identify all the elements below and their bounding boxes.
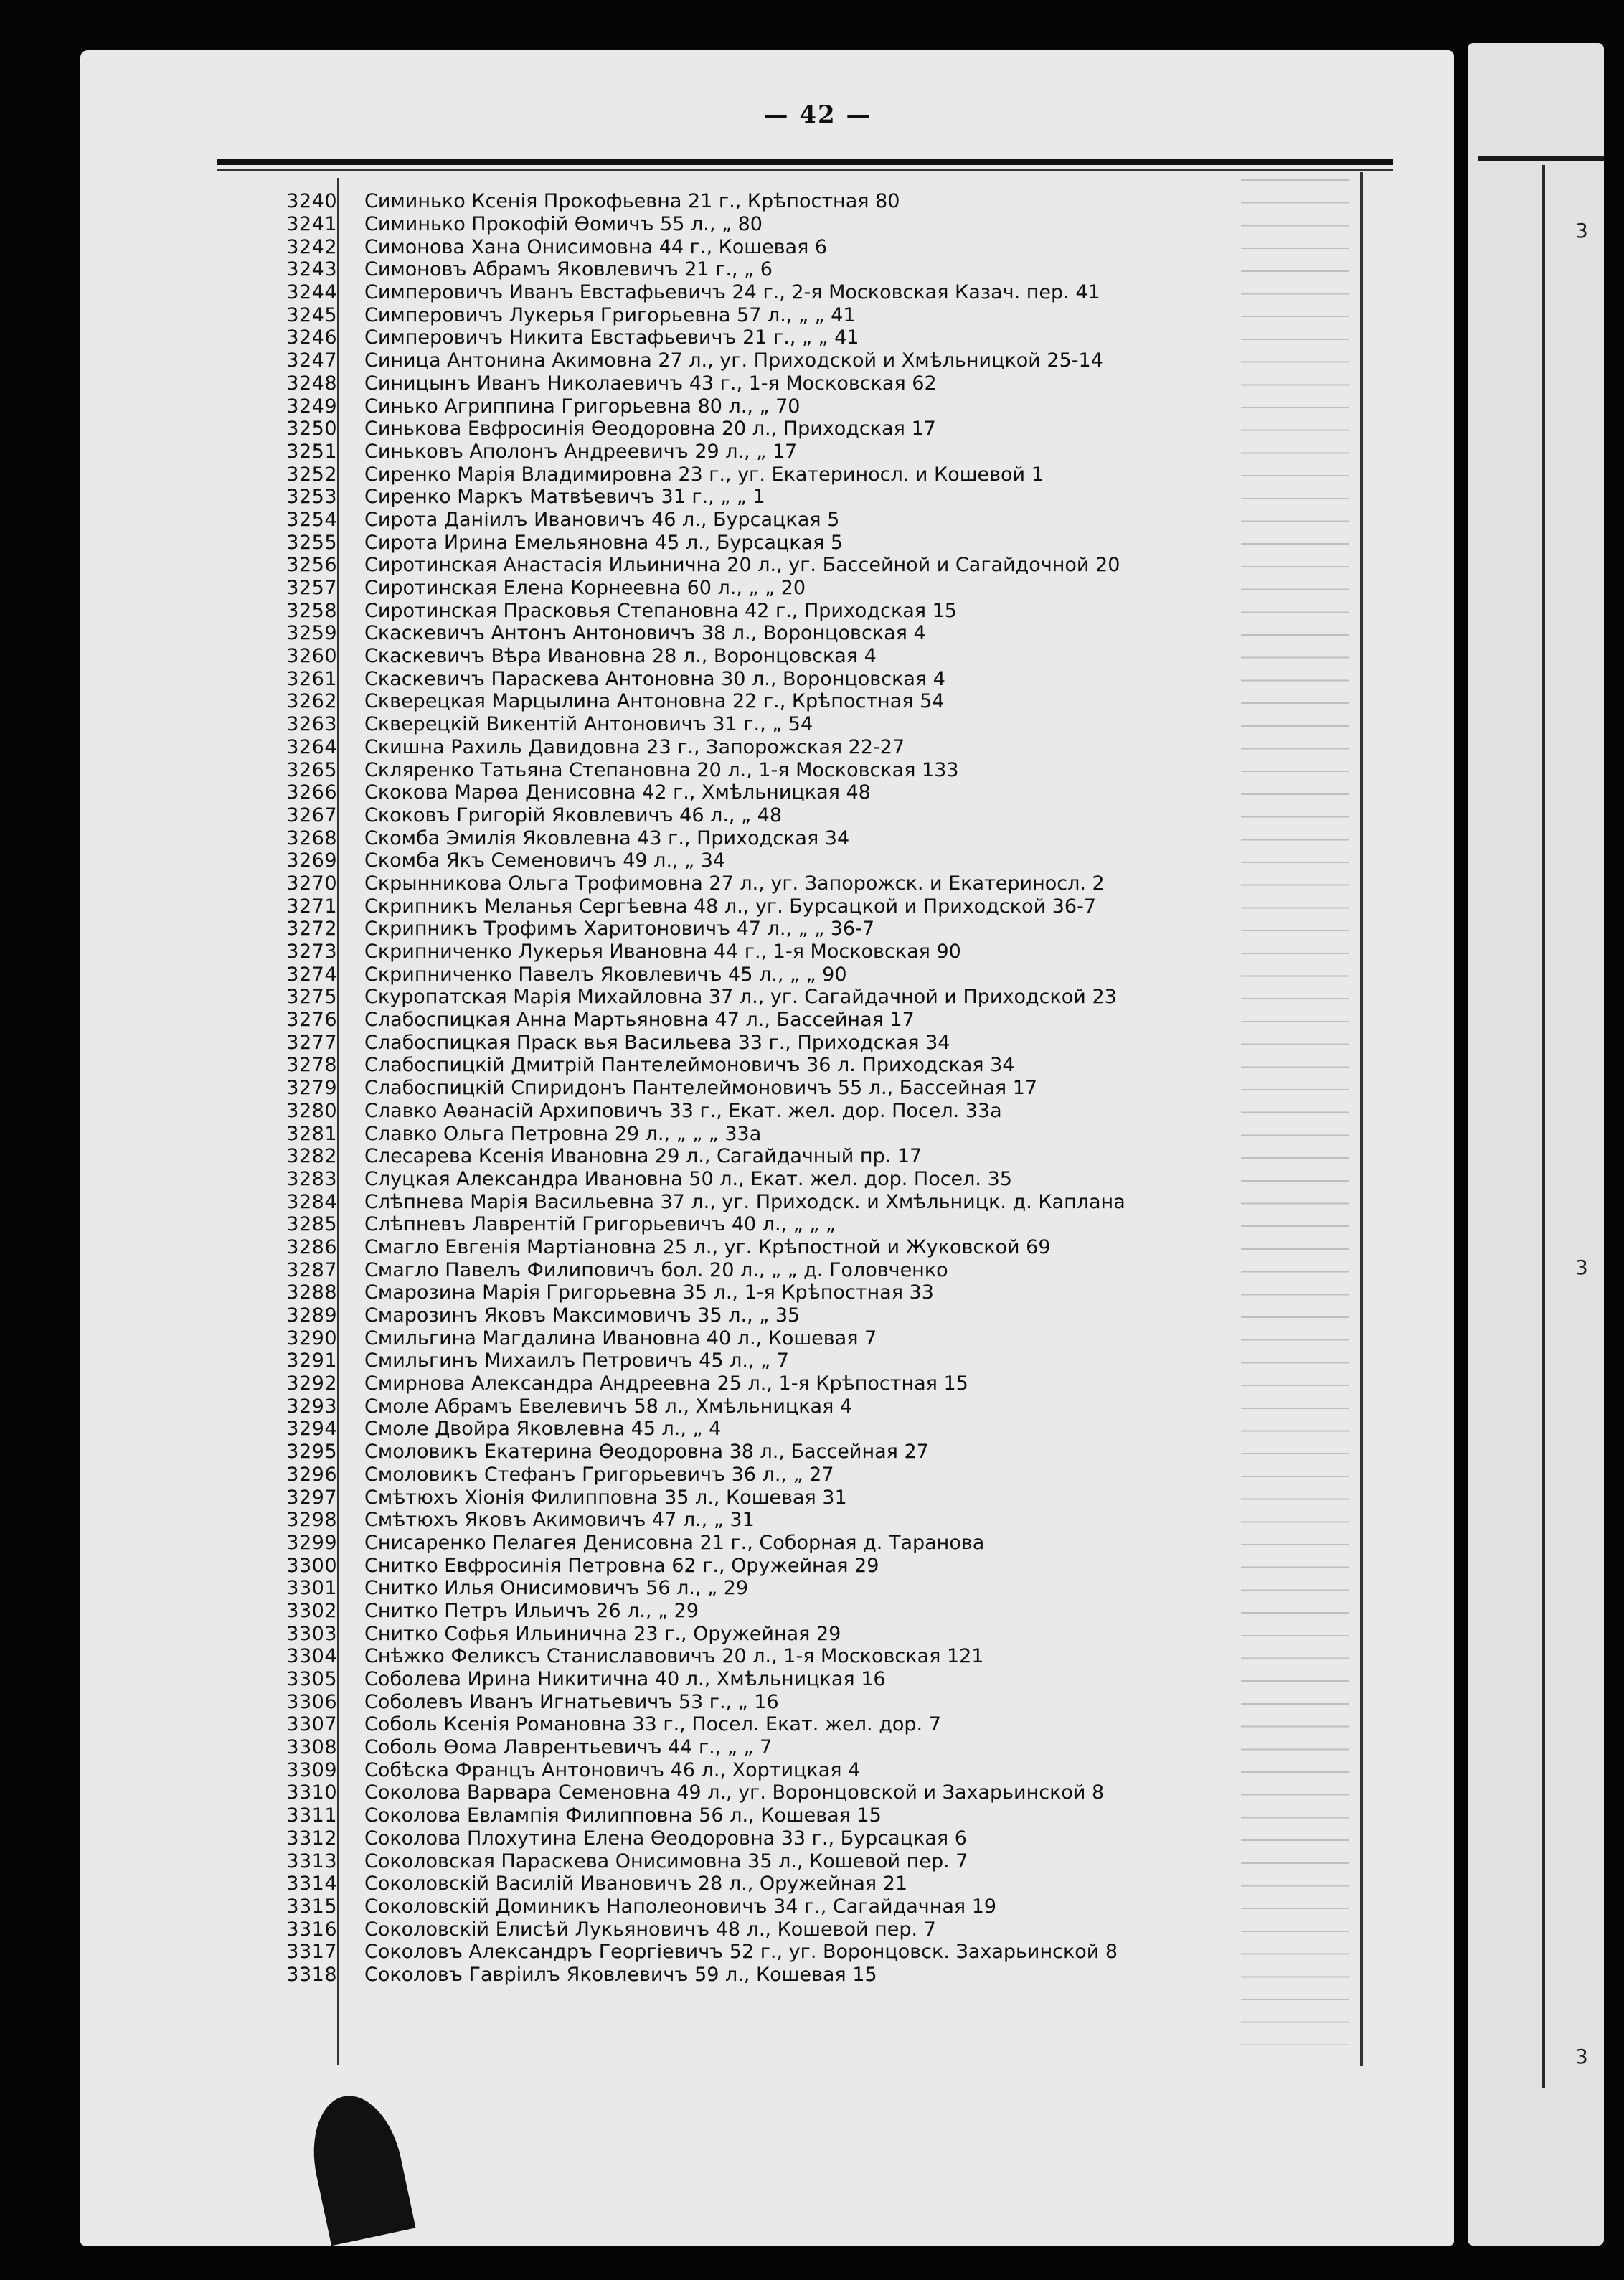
entry-number: 3297 bbox=[286, 1486, 337, 1509]
entry-number: 3267 bbox=[286, 804, 337, 826]
entry-text: Сирота Даніилъ Ивановичъ 46 л., Бурсацкая 5 bbox=[364, 508, 840, 531]
entry-number: 3275 bbox=[286, 986, 337, 1009]
entry-text: Соколовъ Александръ Георгіевичъ 52 г., уг. Воронцовск. Захарьинской 8 bbox=[364, 1941, 1118, 1964]
entry-number: 3298 bbox=[286, 1509, 337, 1532]
list-item bbox=[237, 804, 1341, 827]
entry-number: 3266 bbox=[286, 781, 337, 804]
entry-number: 3279 bbox=[286, 1077, 337, 1100]
entry-text: Симонова Хана Онисимовна 44 г., Кошевая 6 bbox=[364, 235, 828, 258]
list-item bbox=[237, 1804, 1341, 1827]
entry-number: 3294 bbox=[286, 1418, 337, 1441]
entry-number: 3274 bbox=[286, 963, 337, 986]
entry-text: Соколова Евлампія Филипповна 56 л., Кошевая 15 bbox=[364, 1804, 882, 1827]
entry-text: Симинько Прокофій Өомичъ 55 л., „ 80 bbox=[364, 213, 763, 236]
list-item bbox=[237, 235, 1341, 258]
entry-text: Слѣпнева Марія Васильевна 37 л., уг. Приходск. и Хмѣльницк. д. Каплана bbox=[364, 1190, 1125, 1213]
entry-text: Соколовъ Гавріилъ Яковлевичъ 59 л., Кошевая 15 bbox=[364, 1963, 877, 1986]
entry-text: Снитко Софья Ильинична 23 г., Оружейная 29 bbox=[364, 1622, 841, 1645]
entry-text: Слѣпневъ Лаврентій Григорьевичъ 40 л., „ „ „ bbox=[364, 1213, 836, 1236]
entry-number: 3241 bbox=[286, 213, 337, 236]
list-item bbox=[237, 1077, 1341, 1100]
list-item bbox=[237, 1872, 1341, 1895]
entry-text: Симинько Ксенія Прокофьевна 21 г., Крѣпостная 80 bbox=[364, 190, 900, 213]
entry-text: Сиротинская Анастасія Ильинична 20 л., уг. Бассейной и Сагайдочной 20 bbox=[364, 554, 1120, 577]
list-item bbox=[237, 1690, 1341, 1713]
entry-text: Скаскевичъ Антонъ Антоновичъ 38 л., Воронцовская 4 bbox=[364, 622, 926, 645]
list-item bbox=[237, 1509, 1341, 1532]
entry-number: 3311 bbox=[286, 1804, 337, 1827]
entry-number: 3272 bbox=[286, 918, 337, 941]
entry-text: Смарозина Марія Григорьевна 35 л., 1-я Крѣпостная 33 bbox=[364, 1281, 934, 1304]
list-item bbox=[237, 713, 1341, 736]
list-item bbox=[237, 418, 1341, 441]
entry-number: 3243 bbox=[286, 258, 337, 281]
entry-text: Соколовскій Василій Ивановичъ 28 л., Оружейная 21 bbox=[364, 1872, 908, 1895]
entry-number: 3244 bbox=[286, 281, 337, 304]
list-item bbox=[237, 1850, 1341, 1872]
entry-number: 3304 bbox=[286, 1645, 337, 1668]
entry-text: Скишна Рахиль Давидовна 23 г., Запорожская 22-27 bbox=[364, 735, 905, 758]
entry-text: Снитко Илья Онисимовичъ 56 л., „ 29 bbox=[364, 1577, 749, 1600]
entry-number: 3306 bbox=[286, 1690, 337, 1713]
entry-text: Соколовская Параскева Онисимовна 35 л., Кошевой пер. 7 bbox=[364, 1850, 968, 1872]
entry-number: 3317 bbox=[286, 1941, 337, 1964]
entry-text: Сиренко Марія Владимировна 23 г., уг. Екатериносл. и Кошевой 1 bbox=[364, 463, 1044, 486]
entry-number: 3261 bbox=[286, 667, 337, 690]
page-number: — 42 — bbox=[763, 100, 872, 129]
list-item bbox=[237, 441, 1341, 463]
entry-number: 3240 bbox=[286, 190, 337, 213]
list-item bbox=[237, 1168, 1341, 1191]
entry-number: 3252 bbox=[286, 463, 337, 486]
list-item bbox=[237, 758, 1341, 781]
entry-text: Соболева Ирина Никитична 40 л., Хмѣльницкая 16 bbox=[364, 1668, 886, 1691]
right-border-line bbox=[1360, 172, 1363, 2066]
entry-text: Слабоспицкая Праск вья Васильева 33 г., Приходская 34 bbox=[364, 1031, 950, 1054]
list-item bbox=[237, 1031, 1341, 1054]
entry-number: 3285 bbox=[286, 1213, 337, 1236]
entry-text: Скомба Эмилія Яковлевна 43 г., Приходская 34 bbox=[364, 826, 850, 849]
list-item bbox=[237, 1827, 1341, 1850]
entry-number: 3315 bbox=[286, 1895, 337, 1918]
entry-text: Смильгинъ Михаилъ Петровичъ 45 л., „ 7 bbox=[364, 1349, 789, 1372]
entry-number: 3283 bbox=[286, 1167, 337, 1190]
entry-text: Скверецкій Викентій Антоновичъ 31 г., „ 54 bbox=[364, 713, 813, 736]
entry-text: Соколова Плохутина Елена Өеодоровна 33 г., Бурсацкая 6 bbox=[364, 1827, 967, 1850]
entry-text: Соколовскій Доминикъ Наполеоновичъ 34 г., Сагайдачная 19 bbox=[364, 1895, 997, 1918]
right-page-column-line bbox=[1542, 165, 1545, 2088]
entry-number: 3288 bbox=[286, 1281, 337, 1304]
list-item bbox=[237, 986, 1341, 1009]
list-item bbox=[237, 1600, 1341, 1623]
list-item bbox=[237, 849, 1341, 872]
entry-text: Собѣска Францъ Антоновичъ 46 л., Хортицкая 4 bbox=[364, 1758, 861, 1781]
entry-text: Соболь Өома Лаврентьевичъ 44 г., „ „ 7 bbox=[364, 1736, 773, 1759]
list-item bbox=[237, 667, 1341, 690]
entry-text: Славко Аөанасій Архиповичъ 33 г., Екат. жел. дор. Посел. 33а bbox=[364, 1099, 1002, 1122]
list-item bbox=[237, 1532, 1341, 1555]
right-page-number: 3 bbox=[1575, 1256, 1588, 1279]
list-item bbox=[237, 303, 1341, 326]
entry-text: Синькова Евфросинія Өеодоровна 20 л., Приходская 17 bbox=[364, 418, 936, 441]
list-item bbox=[237, 645, 1341, 668]
entry-text: Симперовичъ Лукерья Григорьевна 57 л., „ „ 41 bbox=[364, 303, 856, 326]
list-item bbox=[237, 1258, 1341, 1281]
list-item bbox=[237, 1418, 1341, 1441]
entry-text: Скляренко Татьяна Степановна 20 л., 1-я Московская 133 bbox=[364, 758, 959, 781]
entry-text: Смагло Евгенія Мартіановна 25 л., уг. Крѣпостной и Жуковской 69 bbox=[364, 1235, 1051, 1258]
entry-number: 3289 bbox=[286, 1304, 337, 1327]
entry-number: 3259 bbox=[286, 622, 337, 645]
list-item bbox=[237, 1236, 1341, 1259]
entry-number: 3309 bbox=[286, 1758, 337, 1781]
entry-number: 3293 bbox=[286, 1395, 337, 1418]
entry-text: Соболь Ксенія Романовна 33 г., Посел. Екат. жел. дор. 7 bbox=[364, 1713, 941, 1736]
entry-number: 3280 bbox=[286, 1099, 337, 1122]
list-item bbox=[237, 1441, 1341, 1464]
list-item bbox=[237, 463, 1341, 486]
entry-number: 3242 bbox=[286, 235, 337, 258]
entry-number: 3255 bbox=[286, 531, 337, 554]
list-item bbox=[237, 736, 1341, 759]
header-rule-thin bbox=[217, 169, 1393, 171]
entry-text: Снисаренко Пелагея Денисовна 21 г., Соборная д. Таранова bbox=[364, 1531, 985, 1554]
entry-number: 3303 bbox=[286, 1622, 337, 1645]
list-item bbox=[237, 918, 1341, 941]
list-item bbox=[237, 1213, 1341, 1236]
entry-number: 3271 bbox=[286, 895, 337, 918]
entry-number: 3264 bbox=[286, 735, 337, 758]
entry-number: 3256 bbox=[286, 554, 337, 577]
entries-list bbox=[237, 190, 1341, 1986]
entry-number: 3292 bbox=[286, 1372, 337, 1395]
entry-number: 3299 bbox=[286, 1531, 337, 1554]
entry-text: Скрипниченко Павелъ Яковлевичъ 45 л., „ „ 90 bbox=[364, 963, 847, 986]
list-item bbox=[237, 1895, 1341, 1918]
list-item bbox=[237, 1281, 1341, 1304]
list-item bbox=[237, 1009, 1341, 1032]
entry-text: Смагло Павелъ Филиповичъ бол. 20 л., „ „ д. Головченко bbox=[364, 1258, 948, 1281]
entry-text: Соколовскій Елисѣй Лукьяновичъ 48 л., Кошевой пер. 7 bbox=[364, 1918, 936, 1941]
list-item bbox=[237, 577, 1341, 600]
list-item bbox=[237, 509, 1341, 532]
list-item bbox=[237, 895, 1341, 918]
entry-number: 3295 bbox=[286, 1441, 337, 1464]
entry-text: Скокова Марөа Денисовна 42 г., Хмѣльницкая 48 bbox=[364, 781, 871, 804]
list-item bbox=[237, 1304, 1341, 1327]
entry-text: Сиренко Маркъ Матвѣевичъ 31 г., „ „ 1 bbox=[364, 486, 765, 509]
list-item bbox=[237, 1941, 1341, 1964]
entry-number: 3296 bbox=[286, 1463, 337, 1486]
list-item bbox=[237, 1122, 1341, 1145]
entry-number: 3247 bbox=[286, 349, 337, 372]
list-item bbox=[237, 1327, 1341, 1349]
entry-text: Слесарева Ксенія Ивановна 29 л., Сагайдачный пр. 17 bbox=[364, 1145, 922, 1168]
list-item bbox=[237, 1713, 1341, 1736]
entry-text: Сиротинская Елена Корнеевна 60 л., „ „ 20 bbox=[364, 577, 806, 600]
entry-text: Слабоспицкій Дмитрій Пантелеймоновичъ 36 л. Приходская 34 bbox=[364, 1054, 1015, 1077]
list-item bbox=[237, 1100, 1341, 1123]
entry-number: 3310 bbox=[286, 1781, 337, 1804]
entry-text: Смильгина Магдалина Ивановна 40 л., Кошевая 7 bbox=[364, 1327, 877, 1349]
entry-text: Симоновъ Абрамъ Яковлевичъ 21 г., „ 6 bbox=[364, 258, 773, 281]
entry-text: Слабоспицкій Спиридонъ Пантелеймоновичъ 55 л., Бассейная 17 bbox=[364, 1077, 1038, 1100]
entry-text: Синько Агриппина Григорьевна 80 л., „ 70 bbox=[364, 395, 801, 418]
entry-number: 3265 bbox=[286, 758, 337, 781]
list-item bbox=[237, 622, 1341, 645]
entry-text: Симперовичъ Иванъ Евстафьевичъ 24 г., 2-я Московская Казач. пер. 41 bbox=[364, 281, 1100, 304]
list-item bbox=[237, 326, 1341, 349]
entry-number: 3307 bbox=[286, 1713, 337, 1736]
list-item bbox=[237, 1736, 1341, 1759]
entry-text: Скверецкая Марцылина Антоновна 22 г., Крѣпостная 54 bbox=[364, 690, 945, 713]
list-item bbox=[237, 1372, 1341, 1395]
list-item bbox=[237, 395, 1341, 418]
list-item bbox=[237, 690, 1341, 713]
entry-number: 3302 bbox=[286, 1599, 337, 1622]
entry-number: 3308 bbox=[286, 1736, 337, 1759]
entry-number: 3273 bbox=[286, 941, 337, 964]
entry-number: 3253 bbox=[286, 486, 337, 509]
entry-number: 3251 bbox=[286, 440, 337, 463]
entry-number: 3305 bbox=[286, 1668, 337, 1691]
list-item bbox=[237, 1758, 1341, 1781]
list-item bbox=[237, 1464, 1341, 1487]
list-item bbox=[237, 872, 1341, 895]
entry-number: 3249 bbox=[286, 395, 337, 418]
list-item bbox=[237, 213, 1341, 236]
entry-number: 3301 bbox=[286, 1577, 337, 1600]
entry-text: Соболевъ Иванъ Игнатьевичъ 53 г., „ 16 bbox=[364, 1690, 779, 1713]
entry-number: 3245 bbox=[286, 303, 337, 326]
entry-text: Снѣжко Феликсъ Станиславовичъ 20 л., 1-я Московская 121 bbox=[364, 1645, 984, 1668]
list-item bbox=[237, 599, 1341, 622]
entry-number: 3314 bbox=[286, 1872, 337, 1895]
list-item bbox=[237, 1622, 1341, 1645]
entry-number: 3318 bbox=[286, 1963, 337, 1986]
entry-text: Скрипниченко Лукерья Ивановна 44 г., 1-я Московская 90 bbox=[364, 941, 961, 964]
entry-number: 3312 bbox=[286, 1827, 337, 1850]
entry-number: 3284 bbox=[286, 1190, 337, 1213]
entry-text: Смѣтюхъ Хіонія Филипповна 35 л., Кошевая 31 bbox=[364, 1486, 847, 1509]
entry-text: Сиротинская Прасковья Степановна 42 г., Приходская 15 bbox=[364, 599, 957, 622]
entry-number: 3258 bbox=[286, 599, 337, 622]
list-item bbox=[237, 281, 1341, 304]
list-item bbox=[237, 258, 1341, 281]
list-item bbox=[237, 1781, 1341, 1804]
list-item bbox=[237, 781, 1341, 804]
right-page-edge bbox=[1468, 43, 1604, 2246]
entry-number: 3313 bbox=[286, 1850, 337, 1872]
entry-text: Скрипникъ Меланья Сергѣевна 48 л., уг. Бурсацкой и Приходской 36-7 bbox=[364, 895, 1097, 918]
list-item bbox=[237, 372, 1341, 395]
entry-number: 3262 bbox=[286, 690, 337, 713]
entry-text: Скрипникъ Трофимъ Харитоновичъ 47 л., „ „ 36-7 bbox=[364, 918, 875, 941]
entry-text: Слуцкая Александра Ивановна 50 л., Екат. жел. дор. Посел. 35 bbox=[364, 1167, 1012, 1190]
list-item bbox=[237, 963, 1341, 986]
header-rule bbox=[217, 159, 1393, 165]
entry-number: 3300 bbox=[286, 1554, 337, 1577]
entry-text: Смоле Абрамъ Евелевичъ 58 л., Хмѣльницкая 4 bbox=[364, 1395, 853, 1418]
list-item bbox=[237, 826, 1341, 849]
entry-number: 3281 bbox=[286, 1122, 337, 1145]
list-item bbox=[237, 1918, 1341, 1941]
entry-number: 3260 bbox=[286, 645, 337, 668]
entry-text: Смарозинъ Яковъ Максимовичъ 35 л., „ 35 bbox=[364, 1304, 801, 1327]
right-page-rule bbox=[1478, 156, 1604, 161]
entry-text: Смѣтюхъ Яковъ Акимовичъ 47 л., „ 31 bbox=[364, 1509, 755, 1532]
entry-text: Снитко Евфросинія Петровна 62 г., Оружейная 29 bbox=[364, 1554, 879, 1577]
entry-number: 3269 bbox=[286, 849, 337, 872]
entry-number: 3250 bbox=[286, 418, 337, 441]
entry-number: 3290 bbox=[286, 1327, 337, 1349]
entry-text: Слабоспицкая Анна Мартьяновна 47 л., Бассейная 17 bbox=[364, 1009, 915, 1032]
list-item bbox=[237, 1645, 1341, 1668]
entry-number: 3316 bbox=[286, 1918, 337, 1941]
entry-number: 3246 bbox=[286, 326, 337, 349]
entry-text: Скаскевичъ Параскева Антоновна 30 л., Воронцовская 4 bbox=[364, 667, 945, 690]
list-item bbox=[237, 349, 1341, 372]
right-page-number: 3 bbox=[1575, 2045, 1588, 2068]
entry-text: Скрынникова Ольга Трофимовна 27 л., уг. Запорожск. и Екатериносл. 2 bbox=[364, 872, 1105, 895]
entry-text: Снитко Петръ Ильичъ 26 л., „ 29 bbox=[364, 1599, 699, 1622]
entry-number: 3276 bbox=[286, 1009, 337, 1032]
list-item bbox=[237, 1054, 1341, 1077]
entry-number: 3282 bbox=[286, 1145, 337, 1168]
entry-number: 3286 bbox=[286, 1235, 337, 1258]
entry-text: Смирнова Александра Андреевна 25 л., 1-я Крѣпостная 15 bbox=[364, 1372, 968, 1395]
entry-text: Скомба Якъ Семеновичъ 49 л., „ 34 bbox=[364, 849, 726, 872]
list-item bbox=[237, 1349, 1341, 1372]
entry-text: Симперовичъ Никита Евстафьевичъ 21 г., „ „ 41 bbox=[364, 326, 859, 349]
entry-number: 3287 bbox=[286, 1258, 337, 1281]
list-item bbox=[237, 1577, 1341, 1600]
entry-number: 3291 bbox=[286, 1349, 337, 1372]
entry-text: Смоловикъ Екатерина Өеодоровна 38 л., Бассейная 27 bbox=[364, 1441, 929, 1464]
list-item bbox=[237, 486, 1341, 509]
right-page-number: 3 bbox=[1575, 219, 1588, 242]
entry-text: Смоле Двойра Яковлевна 45 л., „ 4 bbox=[364, 1418, 722, 1441]
entry-text: Синица Антонина Акимовна 27 л., уг. Приходской и Хмѣльницкой 25-14 bbox=[364, 349, 1103, 372]
list-item bbox=[237, 190, 1341, 213]
list-item bbox=[237, 1395, 1341, 1418]
entry-number: 3263 bbox=[286, 713, 337, 736]
entry-number: 3257 bbox=[286, 577, 337, 600]
entry-number: 3270 bbox=[286, 872, 337, 895]
list-item bbox=[237, 554, 1341, 577]
list-item bbox=[237, 941, 1341, 964]
entry-number: 3277 bbox=[286, 1031, 337, 1054]
entry-number: 3268 bbox=[286, 826, 337, 849]
list-item bbox=[237, 1964, 1341, 1987]
entry-text: Сирота Ирина Емельяновна 45 л., Бурсацкая 5 bbox=[364, 531, 844, 554]
entry-text: Скуропатская Марія Михайловна 37 л., уг. Сагайдачной и Приходской 23 bbox=[364, 986, 1117, 1009]
entry-text: Смоловикъ Стефанъ Григорьевичъ 36 л., „ 27 bbox=[364, 1463, 834, 1486]
list-item bbox=[237, 1486, 1341, 1509]
entry-text: Скаскевичъ Вѣра Ивановна 28 л., Воронцовская 4 bbox=[364, 645, 877, 668]
entry-number: 3248 bbox=[286, 372, 337, 395]
entry-text: Синицынъ Иванъ Николаевичъ 43 г., 1-я Московская 62 bbox=[364, 372, 937, 395]
entry-text: Соколова Варвара Семеновна 49 л., уг. Воронцовской и Захарьинской 8 bbox=[364, 1781, 1105, 1804]
entry-number: 3254 bbox=[286, 508, 337, 531]
entry-number: 3278 bbox=[286, 1054, 337, 1077]
list-item bbox=[237, 1145, 1341, 1168]
list-item bbox=[237, 531, 1341, 554]
entry-text: Славко Ольга Петровна 29 л., „ „ „ 33а bbox=[364, 1122, 762, 1145]
list-item bbox=[237, 1668, 1341, 1691]
entry-text: Синьковъ Аполонъ Андреевичъ 29 л., „ 17 bbox=[364, 440, 798, 463]
list-item bbox=[237, 1190, 1341, 1213]
list-item bbox=[237, 1554, 1341, 1577]
entry-text: Скоковъ Григорій Яковлевичъ 46 л., „ 48 bbox=[364, 804, 783, 826]
